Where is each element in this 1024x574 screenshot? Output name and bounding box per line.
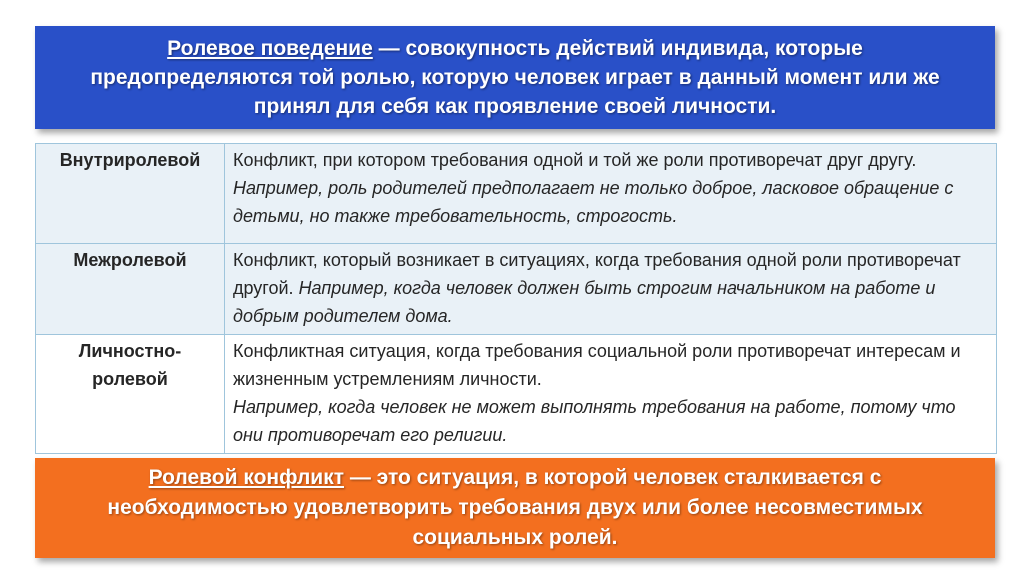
example-text: Например, когда человек не может выполнять требования на работе, потому что они противоречат его религии. bbox=[233, 397, 956, 445]
role-behavior-definition-box bbox=[35, 26, 995, 129]
conflict-type-label: Межролевой bbox=[36, 244, 225, 335]
conflict-type-description bbox=[225, 335, 997, 454]
role-conflict-definition-text: — это ситуация, в которой человек сталкивается с необходимостью удовлетворить требования двух или более несовместимых социальных ролей. bbox=[107, 466, 923, 549]
role-behavior-definition bbox=[65, 34, 965, 121]
conflict-type-label: Внутриролевой bbox=[36, 144, 225, 244]
conflict-type-description bbox=[225, 244, 997, 335]
table-row bbox=[36, 144, 997, 244]
role-conflict-term: Ролевой конфликт bbox=[148, 466, 344, 489]
role-behavior-definition-text: — совокупность действий индивида, которые предопределяются той ролью, которую человек играет в данный момент или же принял для себя как проявление своей личности. bbox=[90, 37, 940, 118]
description-text: Конфликт, который возникает в ситуациях, когда требования одной роли противоречат другой. bbox=[233, 250, 961, 298]
description-text: Конфликт, при котором требования одной и той же роли противоречат друг другу. bbox=[233, 150, 917, 170]
example-text: Например, когда человек должен быть строгим начальником на работе и добрым родителем дома. bbox=[233, 278, 936, 326]
description-text: Конфликтная ситуация, когда требования социальной роли противоречат интересам и жизненным устремлениям личности. bbox=[233, 341, 961, 389]
conflict-type-description bbox=[225, 144, 997, 244]
conflict-type-label-text: Личностно- ролевой bbox=[78, 341, 182, 389]
table-row bbox=[36, 335, 997, 454]
role-conflict-definition bbox=[75, 463, 955, 553]
table-row bbox=[36, 244, 997, 335]
conflict-type-label bbox=[36, 335, 225, 454]
role-conflict-definition-box bbox=[35, 458, 995, 558]
role-behavior-term: Ролевое поведение bbox=[167, 37, 373, 60]
role-conflict-types-table bbox=[35, 143, 997, 454]
example-text: Например, роль родителей предполагает не только доброе, ласковое обращение с детьми, но также требовательность, строгость. bbox=[233, 178, 954, 226]
